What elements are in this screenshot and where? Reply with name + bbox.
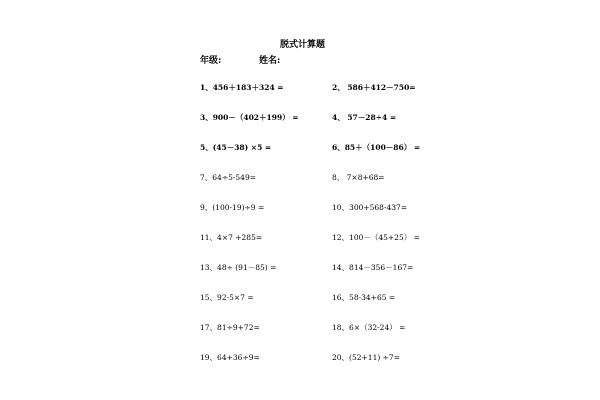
- problem-2: 2、 586＋412－750=: [332, 83, 416, 92]
- problem-18: 18、6×（32-24） =: [332, 323, 406, 332]
- problem-4: 4、 57－28÷4 =: [332, 113, 397, 122]
- problem-6: 6、85＋（100－86） =: [332, 143, 421, 152]
- problem-8: 8、 7×8+68=: [332, 173, 385, 182]
- problem-14: 14、814－356－167=: [332, 263, 414, 272]
- grade-label: 年级:: [200, 56, 222, 66]
- worksheet-title: 脱式计算题: [280, 40, 326, 50]
- problem-1: 1、456＋183＋324 =: [200, 83, 284, 92]
- problem-10: 10、300+568-437=: [332, 203, 408, 212]
- problem-20: 20、(52+11) ÷7=: [332, 353, 400, 362]
- problem-19: 19、64+36÷9=: [200, 353, 260, 362]
- problem-15: 15、92-5×7 =: [200, 293, 254, 302]
- problem-16: 16、58-34+65 =: [332, 293, 396, 302]
- problem-9: 9、(100-19)÷9 =: [200, 203, 265, 212]
- name-label: 姓名:: [259, 56, 281, 66]
- problem-17: 17、81÷9+72=: [200, 323, 260, 332]
- problem-7: 7、64÷5-549=: [200, 173, 257, 182]
- problem-11: 11、4×7 +285=: [200, 233, 263, 242]
- problem-12: 12、100－（45+25） =: [332, 233, 420, 242]
- problem-13: 13、48÷ (91－85) =: [200, 263, 277, 272]
- problem-5: 5、(45－38) ×5 =: [200, 143, 272, 152]
- problem-3: 3、900－（402＋199） =: [200, 113, 299, 122]
